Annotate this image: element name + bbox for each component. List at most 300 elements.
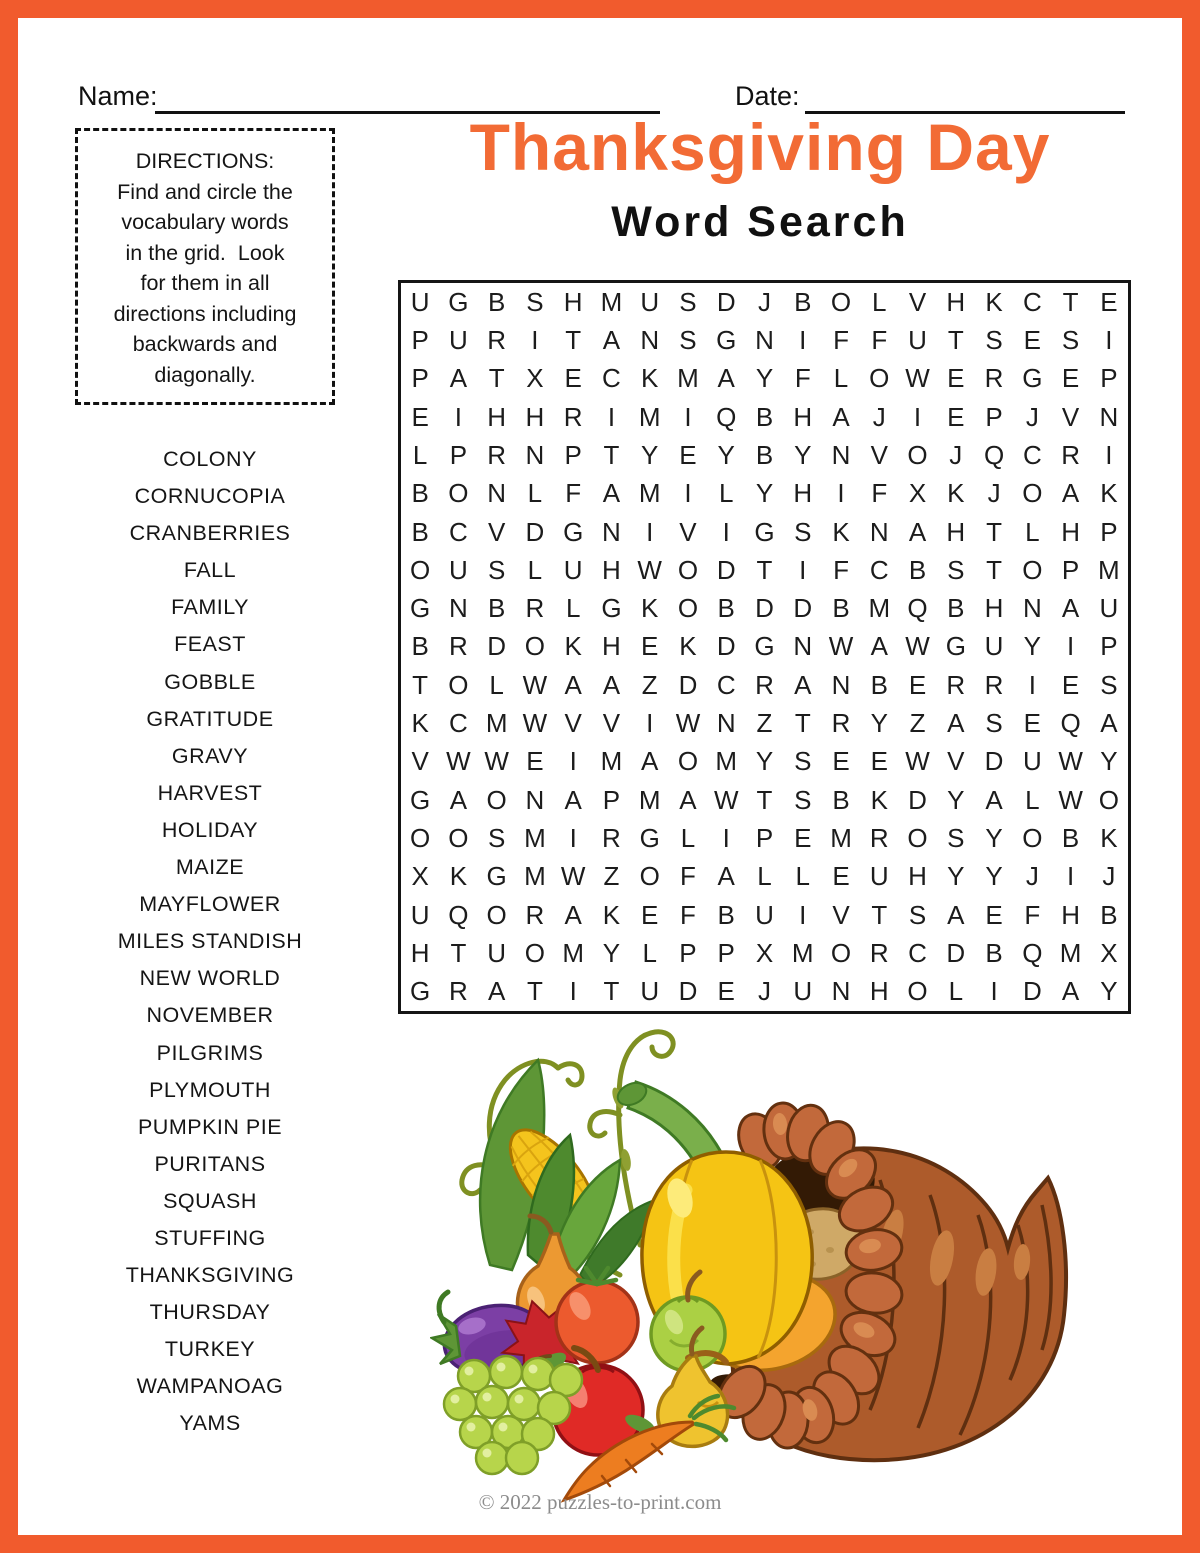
grid-cell: N	[1099, 401, 1119, 432]
grid-cell: N	[1022, 593, 1042, 624]
grid-cell: M	[791, 938, 814, 969]
grid-cell: V	[411, 746, 429, 777]
grid-cell: R	[602, 823, 621, 854]
grid-cell: H	[946, 516, 966, 547]
grid-cell: F	[680, 861, 696, 892]
word-list-item: CRANBERRIES	[129, 521, 291, 546]
grid-cell: Z	[603, 861, 620, 892]
word-list-item: GRAVY	[171, 743, 249, 768]
grid-cell: J	[757, 976, 771, 1007]
grid-cell: C	[716, 669, 736, 700]
grid-cell: M	[562, 938, 585, 969]
grid-cell: P	[1100, 363, 1118, 394]
word-list-item: THANKSGIVING	[125, 1263, 295, 1288]
grid-cell: H	[1061, 516, 1080, 547]
word-list-item: YAMS	[179, 1411, 241, 1436]
grid-cell: B	[832, 593, 850, 624]
grid-cell: N	[602, 516, 621, 547]
grid-cell: C	[602, 363, 621, 394]
grid-cell: D	[716, 554, 736, 585]
grid-cell: B	[411, 516, 429, 547]
grid-cell: O	[1022, 478, 1043, 509]
grid-cell: I	[1066, 631, 1075, 662]
grid-cell: P	[602, 784, 621, 815]
word-list-item: GRATITUDE	[146, 706, 274, 731]
word-list-item: HOLIDAY	[161, 817, 259, 842]
grid-cell: K	[870, 784, 888, 815]
grid-cell: G	[639, 823, 660, 854]
grid-cell: L	[642, 938, 657, 969]
grid-cell: B	[794, 286, 812, 317]
grid-cell: I	[646, 708, 654, 739]
directions-line: directions including	[113, 301, 297, 326]
word-list-item: MAIZE	[175, 855, 245, 880]
grid-cell: E	[832, 746, 850, 777]
grid-cell: X	[526, 363, 544, 394]
word-list-item: CORNUCOPIA	[134, 484, 286, 509]
grid-cell: K	[411, 708, 429, 739]
grid-cell: H	[946, 286, 966, 317]
grid-cell: W	[828, 631, 854, 662]
grid-cell: S	[487, 554, 506, 585]
grid-cell: O	[677, 593, 699, 624]
grid-cell: M	[600, 746, 623, 777]
grid-cell: U	[448, 554, 468, 585]
grid-cell: D	[716, 286, 736, 317]
grid-cell: Y	[947, 784, 965, 815]
cornucopia-illustration	[430, 1020, 1070, 1520]
grid-cell: O	[524, 631, 546, 662]
word-list-item: NEW WORLD	[139, 966, 281, 991]
grid-cell: D	[487, 631, 507, 662]
grid-cell: P	[679, 938, 697, 969]
grid-cell: I	[569, 746, 577, 777]
grid-cell: F	[794, 363, 811, 394]
grid-cell: S	[794, 516, 812, 547]
word-grid	[398, 280, 1131, 1014]
grid-cell: M	[485, 708, 508, 739]
grid-cell: A	[487, 976, 506, 1007]
grid-cell: K	[641, 363, 659, 394]
grid-cell: S	[908, 899, 927, 930]
grid-cell: T	[1062, 286, 1079, 317]
grid-cell: A	[641, 746, 659, 777]
grid-cell: C	[448, 708, 468, 739]
grid-cell: I	[684, 401, 692, 432]
grid-cell: L	[795, 861, 810, 892]
grid-cell: V	[602, 708, 621, 739]
grid-cell: O	[1022, 823, 1043, 854]
grid-cell: V	[679, 516, 697, 547]
grid-cell: B	[487, 286, 506, 317]
grid-cell: U	[410, 899, 430, 930]
grid-cell: Y	[985, 823, 1003, 854]
word-list-item: NOVEMBER	[146, 1003, 274, 1028]
grid-cell: S	[985, 324, 1003, 355]
word-list-item: FALL	[183, 558, 237, 583]
grid-cell: Y	[1100, 746, 1118, 777]
grid-cell: O	[677, 554, 699, 585]
directions-line: diagonally.	[154, 362, 256, 387]
grid-cell: M	[830, 823, 852, 854]
grid-cell: B	[832, 784, 850, 815]
grid-cell: J	[949, 439, 963, 470]
grid-cell: U	[869, 861, 889, 892]
grid-cell: V	[832, 899, 850, 930]
grid-cell: W	[522, 669, 548, 700]
grid-cell: M	[638, 401, 661, 432]
word-list	[62, 441, 358, 1443]
grid-cell: J	[757, 286, 771, 317]
grid-cell: H	[525, 401, 545, 432]
grid-cell: L	[718, 478, 734, 509]
grid-cell: A	[564, 669, 582, 700]
grid-cell: O	[410, 554, 431, 585]
grid-cell: J	[872, 401, 886, 432]
grid-cell: E	[526, 746, 544, 777]
grid-cell: G	[448, 286, 469, 317]
grid-cell: R	[563, 401, 583, 432]
grid-cell: I	[1105, 324, 1113, 355]
grid-cell: V	[870, 439, 888, 470]
grid-cell: W	[1058, 784, 1083, 815]
grid-cell: Y	[641, 439, 659, 470]
grid-cell: E	[717, 976, 735, 1007]
grid-cell: B	[1100, 899, 1118, 930]
grid-cell: O	[907, 976, 928, 1007]
grid-cell: E	[1100, 286, 1118, 317]
directions-line: in the grid. Look	[125, 240, 285, 265]
grid-cell: A	[717, 861, 735, 892]
grid-cell: A	[908, 516, 927, 547]
grid-cell: A	[947, 708, 965, 739]
grid-cell: W	[905, 631, 930, 662]
grid-cell: I	[531, 324, 539, 355]
directions-body	[78, 177, 332, 391]
grid-cell: R	[869, 938, 889, 969]
grid-cell: E	[641, 899, 659, 930]
grid-cell: W	[484, 746, 509, 777]
grid-cell: K	[985, 286, 1003, 317]
word-list-item: MAYFLOWER	[139, 892, 281, 917]
grid-cell: T	[488, 363, 505, 394]
grid-cell: N	[716, 708, 736, 739]
grid-cell: S	[679, 324, 697, 355]
grid-cell: G	[1022, 363, 1043, 394]
grid-cell: O	[639, 861, 660, 892]
grid-cell: B	[870, 669, 888, 700]
grid-cell: F	[871, 478, 888, 509]
grid-cell: I	[684, 478, 692, 509]
grid-cell: L	[680, 823, 696, 854]
grid-cell: T	[947, 324, 964, 355]
directions-line: Find and circle the	[117, 179, 293, 204]
grid-cell: I	[722, 516, 730, 547]
grid-cell: S	[526, 286, 544, 317]
grid-cell: D	[755, 593, 774, 624]
grid-cell: S	[1100, 669, 1118, 700]
grid-cell: N	[831, 669, 851, 700]
grid-cell: R	[755, 669, 774, 700]
grid-cell: M	[638, 478, 661, 509]
grid-cell: F	[833, 324, 849, 355]
grid-cell: F	[680, 899, 696, 930]
grid-cell: U	[487, 938, 507, 969]
grid-cell: W	[1058, 746, 1083, 777]
grid-cell: Q	[907, 593, 928, 624]
grid-cell: I	[799, 324, 807, 355]
grid-cell: D	[908, 784, 927, 815]
grid-cell: T	[871, 899, 888, 930]
grid-cell: I	[990, 976, 998, 1007]
grid-cell: N	[448, 593, 468, 624]
word-list-item: SQUASH	[163, 1188, 257, 1213]
grid-cell: V	[487, 516, 506, 547]
grid-cell: P	[985, 401, 1003, 432]
grid-cell: K	[832, 516, 850, 547]
grid-cell: E	[679, 439, 697, 470]
grid-cell: Y	[947, 861, 965, 892]
grid-cell: P	[1100, 516, 1118, 547]
grid-cell: F	[565, 478, 582, 509]
grid-cell: Z	[641, 669, 658, 700]
grid-cell: B	[908, 554, 927, 585]
grid-cell: E	[411, 401, 429, 432]
grid-cell: O	[907, 823, 928, 854]
grid-cell: R	[869, 823, 889, 854]
grid-cell: U	[1099, 593, 1119, 624]
grid-cell: R	[487, 324, 507, 355]
grid-cell: D	[1022, 976, 1042, 1007]
directions-line: for them in all	[140, 271, 270, 295]
grid-cell: U	[640, 286, 660, 317]
word-list-item: STUFFING	[154, 1225, 266, 1250]
grid-cell: O	[677, 746, 699, 777]
grid-cell: F	[871, 324, 888, 355]
grid-cell: D	[946, 938, 966, 969]
grid-cell: L	[527, 478, 543, 509]
grid-cell: J	[1025, 861, 1039, 892]
grid-cell: A	[602, 324, 621, 355]
grid-cell: E	[1023, 708, 1041, 739]
grid-cell: N	[640, 324, 660, 355]
grid-cell: U	[984, 631, 1004, 662]
grid-cell: G	[563, 516, 584, 547]
grid-cell: Q	[1022, 938, 1043, 969]
grid-cell: J	[1025, 401, 1039, 432]
grid-cell: Y	[755, 478, 774, 509]
grid-cell: I	[799, 554, 807, 585]
directions-line: backwards and	[132, 332, 278, 356]
grid-cell: Q	[716, 401, 737, 432]
grid-cell: F	[833, 554, 849, 585]
grid-cell: R	[946, 669, 966, 700]
grid-cell: N	[793, 631, 813, 662]
grid-cell: R	[1061, 439, 1080, 470]
grid-cell: A	[564, 784, 582, 815]
grid-cell: O	[869, 363, 890, 394]
grid-cell: K	[641, 593, 659, 624]
grid-cell: X	[755, 938, 774, 969]
grid-cell: E	[908, 669, 927, 700]
grid-cell: L	[948, 976, 964, 1007]
grid-cell: W	[713, 784, 739, 815]
grid-cell: E	[832, 861, 850, 892]
grid-cell: G	[754, 631, 775, 662]
grid-cell: T	[986, 554, 1003, 585]
grid-cell: B	[717, 899, 735, 930]
grid-cell: G	[410, 593, 431, 624]
page-subtitle: Word Search	[611, 198, 909, 246]
grid-cell: N	[525, 784, 545, 815]
grid-cell: W	[905, 746, 930, 777]
grid-cell: I	[454, 401, 462, 432]
grid-cell: Y	[870, 708, 888, 739]
grid-cell: Y	[985, 861, 1003, 892]
grid-cell: T	[794, 708, 811, 739]
grid-cell: U	[410, 286, 430, 317]
grid-cell: T	[603, 439, 620, 470]
grid-cell: D	[678, 669, 698, 700]
grid-cell: A	[564, 899, 582, 930]
grid-cell: J	[987, 478, 1001, 509]
grid-cell: X	[411, 861, 429, 892]
grid-cell: M	[524, 861, 546, 892]
date-label: Date:	[735, 81, 800, 111]
grid-cell: N	[831, 976, 851, 1007]
grid-cell: A	[870, 631, 888, 662]
grid-cell: A	[832, 401, 850, 432]
grid-cell: K	[449, 861, 468, 892]
grid-cell: Q	[1060, 708, 1081, 739]
copyright-text: © 2022 puzzles-to-print.com	[478, 1490, 722, 1514]
grid-cell: B	[985, 938, 1003, 969]
grid-cell: J	[1102, 861, 1116, 892]
grid-cell: X	[908, 478, 927, 509]
grid-cell: S	[985, 708, 1003, 739]
grid-cell: P	[755, 823, 774, 854]
grid-cell: E	[641, 631, 659, 662]
grid-cell: E	[564, 363, 582, 394]
grid-cell: F	[1024, 899, 1041, 930]
grid-cell: T	[756, 784, 773, 815]
grid-cell: A	[1061, 593, 1080, 624]
grid-cell: P	[1061, 554, 1080, 585]
grid-cell: A	[1061, 478, 1080, 509]
word-list-item: THURSDAY	[149, 1300, 271, 1325]
grid-cell: Y	[1023, 631, 1041, 662]
page-title: Thanksgiving Day	[469, 110, 1051, 184]
grid-cell: R	[448, 976, 468, 1007]
grid-cell: W	[675, 708, 701, 739]
grid-cell: A	[449, 784, 468, 815]
grid-cell: W	[637, 554, 662, 585]
grid-cell: H	[487, 401, 507, 432]
grid-cell: L	[527, 554, 543, 585]
word-list-item: HARVEST	[157, 780, 263, 805]
grid-cell: L	[489, 669, 504, 700]
grid-cell: U	[1022, 746, 1042, 777]
grid-cell: W	[522, 708, 548, 739]
grid-cell: H	[984, 593, 1004, 624]
grid-cell: X	[1100, 938, 1118, 969]
grid-cell: E	[794, 823, 812, 854]
grid-cell: G	[754, 516, 775, 547]
grid-cell: P	[449, 439, 468, 470]
grid-cell: I	[646, 516, 654, 547]
grid-cell: S	[947, 823, 965, 854]
grid-cell: B	[411, 478, 429, 509]
grid-cell: G	[410, 784, 431, 815]
grid-cell: R	[984, 363, 1004, 394]
grid-cell: L	[1025, 784, 1040, 815]
grid-cell: D	[678, 976, 698, 1007]
grid-cell: A	[602, 478, 621, 509]
grid-cell: Q	[983, 439, 1005, 470]
grid-cell: U	[563, 554, 583, 585]
grid-cell: D	[984, 746, 1004, 777]
word-list-item: PURITANS	[154, 1151, 266, 1176]
grid-cell: I	[1028, 669, 1036, 700]
grid-cell: H	[602, 631, 621, 662]
grid-cell: C	[1022, 286, 1042, 317]
grid-cell: O	[448, 478, 469, 509]
grid-cell: H	[908, 861, 927, 892]
grid-cell: G	[716, 324, 737, 355]
grid-cell: M	[638, 784, 661, 815]
grid-cell: R	[831, 708, 851, 739]
grid-cell: R	[984, 669, 1004, 700]
grid-cell: P	[564, 439, 582, 470]
grid-cell: T	[603, 976, 620, 1007]
grid-cell: I	[799, 899, 807, 930]
word-list-item: PLYMOUTH	[149, 1077, 271, 1102]
grid-cell: G	[486, 861, 507, 892]
grid-cell: B	[487, 593, 506, 624]
grid-cell: C	[1022, 439, 1042, 470]
grid-cell: E	[947, 363, 965, 394]
grid-cell: Q	[448, 899, 469, 930]
grid-cell: T	[526, 976, 543, 1007]
grid-cell: E	[1061, 363, 1080, 394]
grid-cell: A	[717, 363, 735, 394]
grid-cell: I	[1105, 439, 1113, 470]
grid-cell: L	[1025, 516, 1040, 547]
grid-cell: O	[486, 899, 507, 930]
grid-cell: R	[525, 899, 545, 930]
grid-cell: Y	[602, 938, 621, 969]
grid-cell: S	[794, 746, 812, 777]
grid-cell: V	[947, 746, 965, 777]
grid-cell: O	[907, 439, 928, 470]
grid-cell: S	[679, 286, 697, 317]
grid-cell: H	[1061, 899, 1080, 930]
grid-cell: R	[448, 631, 468, 662]
grid-cell: K	[1100, 823, 1118, 854]
grid-cell: O	[1098, 784, 1119, 815]
grid-cell: C	[869, 554, 889, 585]
grid-cell: U	[793, 976, 813, 1007]
grid-cell: O	[448, 669, 469, 700]
grid-cell: K	[679, 631, 697, 662]
grid-cell: T	[756, 554, 773, 585]
grid-cell: Y	[717, 439, 735, 470]
grid-cell: O	[830, 938, 852, 969]
grid-cell: H	[602, 554, 621, 585]
grid-cell: A	[1100, 708, 1118, 739]
grid-cell: K	[564, 631, 582, 662]
grid-cell: B	[1061, 823, 1080, 854]
